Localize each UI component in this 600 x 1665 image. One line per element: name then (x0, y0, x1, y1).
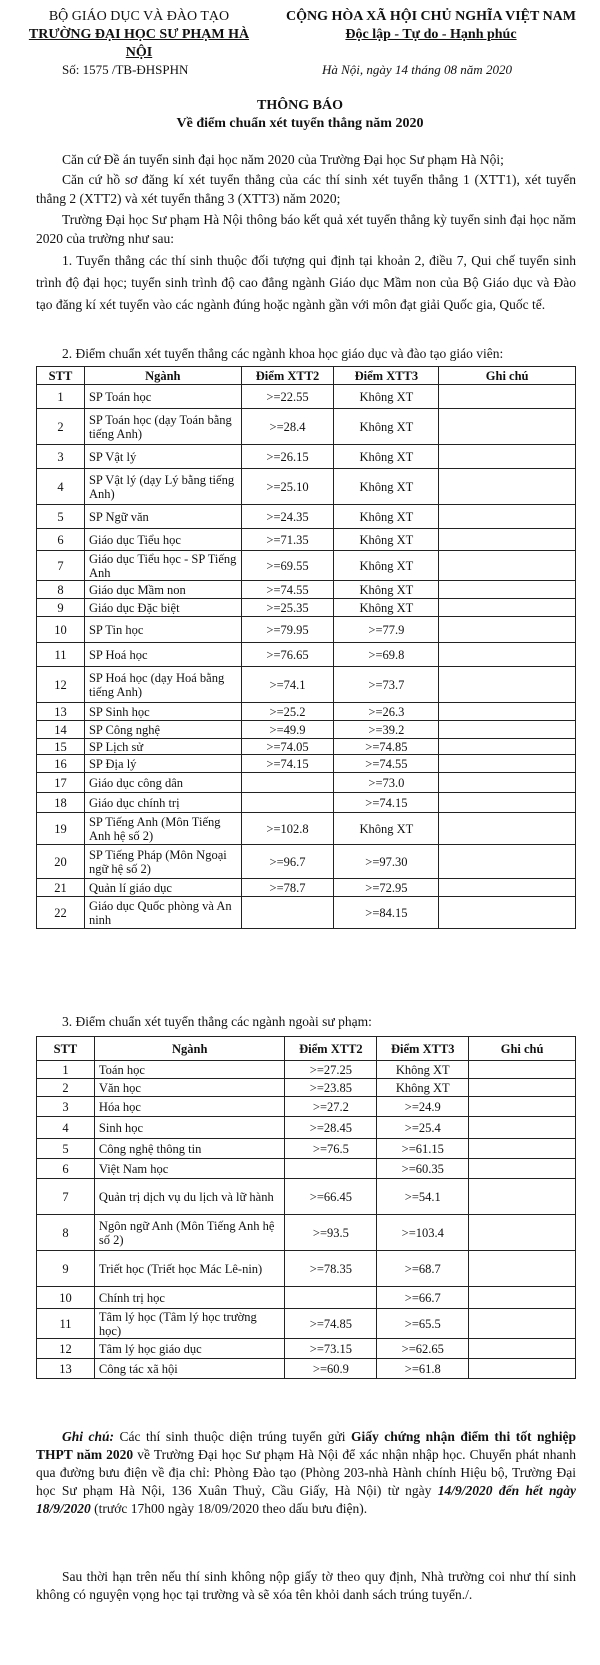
row-major-name: Quản trị dịch vụ du lịch và lữ hành (94, 1179, 285, 1215)
note-text: Các thí sinh thuộc diện trúng tuyển gửi (114, 1429, 351, 1444)
closing-paragraph: Sau thời hạn trên nếu thí sinh không nộp giấy tờ theo quy định, Nhà trường coi như thí sinh không có nguyện vọng học tại trường và sẽ xóa tên khỏi danh sách trúng tuyển./. (36, 1569, 576, 1602)
row-score-xtt2: >=26.15 (241, 445, 334, 469)
row-note (439, 551, 576, 581)
row-score-xtt2: >=74.15 (241, 755, 334, 773)
row-score-xtt3: >=97.30 (334, 845, 439, 879)
row-note (439, 845, 576, 879)
row-major-name: Giáo dục Tiểu học - SP Tiếng Anh (84, 551, 241, 581)
row-stt: 14 (37, 721, 85, 739)
table-row (37, 845, 576, 879)
row-score-xtt3: >=60.35 (377, 1159, 469, 1179)
note-emphasis: Giấy chứng nhận điểm thi tốt nghiệp THPT năm 2020 (36, 1429, 576, 1462)
row-note (439, 793, 576, 813)
row-score-xtt3: Không XT (334, 385, 439, 409)
row-note (439, 755, 576, 773)
document-subtitle: Về điểm chuẩn xét tuyển thẳng năm 2020 (176, 116, 424, 131)
row-score-xtt2: >=96.7 (241, 845, 334, 879)
row-major-name: SP Tiếng Pháp (Môn Ngoại ngữ hệ số 2) (84, 845, 241, 879)
row-major-name: Triết học (Triết học Mác Lê-nin) (94, 1251, 285, 1287)
row-major-name: Văn học (94, 1079, 285, 1097)
table-non-teacher-majors (36, 1036, 576, 1379)
row-note (439, 599, 576, 617)
motto: Độc lập - Tự do - Hạnh phúc (345, 27, 517, 42)
table-row (37, 703, 576, 721)
row-stt: 9 (37, 1251, 95, 1287)
col-header-stt: STT (37, 1037, 95, 1061)
row-major-name: Giáo dục Đặc biệt (84, 599, 241, 617)
row-major-name: Tâm lý học giáo dục (94, 1339, 285, 1359)
table-row (37, 1159, 576, 1179)
row-score-xtt2: >=69.55 (241, 551, 334, 581)
row-note (469, 1117, 576, 1139)
row-score-xtt2: >=27.25 (285, 1061, 377, 1079)
row-score-xtt2 (285, 1287, 377, 1309)
row-major-name: Quản lí giáo dục (84, 879, 241, 897)
row-score-xtt2: >=78.35 (285, 1251, 377, 1287)
table-row (37, 1179, 576, 1215)
col-header-nganh: Ngành (94, 1037, 285, 1061)
row-stt: 13 (37, 703, 85, 721)
row-major-name: SP Tin học (84, 617, 241, 643)
row-major-name: Tâm lý học (Tâm lý học trường học) (94, 1309, 285, 1339)
table-row (37, 1215, 576, 1251)
row-note (439, 505, 576, 529)
table-row (37, 667, 576, 703)
row-score-xtt2: >=25.10 (241, 469, 334, 505)
row-stt: 3 (37, 1097, 95, 1117)
row-score-xtt2: >=71.35 (241, 529, 334, 551)
row-stt: 22 (37, 897, 85, 929)
table-row (37, 773, 576, 793)
row-stt: 11 (37, 1309, 95, 1339)
issuer-block (14, 8, 264, 62)
row-major-name: Chính trị học (94, 1287, 285, 1309)
row-score-xtt2: >=24.35 (241, 505, 334, 529)
row-score-xtt3: >=62.65 (377, 1339, 469, 1359)
row-note (469, 1215, 576, 1251)
row-major-name: Giáo dục Tiểu học (84, 529, 241, 551)
row-stt: 6 (37, 1159, 95, 1179)
table-row (37, 793, 576, 813)
table-row (37, 755, 576, 773)
intro-paragraph: Căn cứ hồ sơ đăng kí xét tuyển thẳng của các thí sinh xét tuyển thẳng 1 (XTT1), xét tuyển thẳng 2 (XTT2) và xét tuyển thẳng 3 (XTT3) năm 2020; (36, 172, 576, 206)
row-score-xtt3: >=54.1 (377, 1179, 469, 1215)
table-teacher-majors (36, 366, 576, 929)
table-row (37, 617, 576, 643)
row-stt: 17 (37, 773, 85, 793)
table-row (37, 505, 576, 529)
col-header-ghichu: Ghi chú (469, 1037, 576, 1061)
section-3-heading: 3. Điểm chuẩn xét tuyển thẳng các ngành ngoài sư phạm: (62, 1014, 372, 1029)
row-note (469, 1097, 576, 1117)
row-score-xtt3: >=74.55 (334, 755, 439, 773)
row-score-xtt3: Không XT (334, 505, 439, 529)
row-note (439, 879, 576, 897)
row-score-xtt3: >=84.15 (334, 897, 439, 929)
row-note (469, 1179, 576, 1215)
row-score-xtt2: >=74.05 (241, 739, 334, 755)
col-header-ghichu: Ghi chú (439, 367, 576, 385)
row-major-name: SP Công nghệ (84, 721, 241, 739)
row-stt: 4 (37, 1117, 95, 1139)
intro-paragraph: Trường Đại học Sư phạm Hà Nội thông báo kết quả xét tuyển thẳng kỳ tuyển sinh đại học năm 2020 của trường như sau: (36, 212, 576, 246)
row-note (469, 1079, 576, 1097)
row-note (469, 1359, 576, 1379)
row-score-xtt2: >=25.2 (241, 703, 334, 721)
row-score-xtt2: >=60.9 (285, 1359, 377, 1379)
row-major-name: Giáo dục công dân (84, 773, 241, 793)
row-note (469, 1287, 576, 1309)
table-row (37, 1339, 576, 1359)
table-row (37, 529, 576, 551)
country-name: CỘNG HÒA XÃ HỘI CHỦ NGHĨA VIỆT NAM (285, 9, 576, 24)
row-score-xtt3: >=73.7 (334, 667, 439, 703)
row-note (439, 643, 576, 667)
table-row (37, 879, 576, 897)
row-score-xtt3: Không XT (334, 409, 439, 445)
table-row (37, 1309, 576, 1339)
row-score-xtt2: >=93.5 (285, 1215, 377, 1251)
row-score-xtt2: >=73.15 (285, 1339, 377, 1359)
table-header-row (37, 367, 576, 385)
row-major-name: SP Vật lý (84, 445, 241, 469)
row-note (439, 445, 576, 469)
row-stt: 3 (37, 445, 85, 469)
row-score-xtt3: Không XT (334, 445, 439, 469)
table-body (37, 385, 576, 929)
table-row (37, 1359, 576, 1379)
row-score-xtt3: >=66.7 (377, 1287, 469, 1309)
row-major-name: Việt Nam học (94, 1159, 285, 1179)
row-stt: 19 (37, 813, 85, 845)
table-row (37, 1287, 576, 1309)
row-stt: 16 (37, 755, 85, 773)
row-score-xtt3: >=61.8 (377, 1359, 469, 1379)
row-score-xtt2: >=28.4 (241, 409, 334, 445)
table-row (37, 1139, 576, 1159)
row-score-xtt2: >=76.5 (285, 1139, 377, 1159)
row-score-xtt3: Không XT (334, 581, 439, 599)
row-note (439, 581, 576, 599)
row-score-xtt2: >=74.1 (241, 667, 334, 703)
row-score-xtt2: >=22.55 (241, 385, 334, 409)
row-score-xtt3: >=39.2 (334, 721, 439, 739)
row-stt: 8 (37, 1215, 95, 1251)
row-score-xtt3: >=26.3 (334, 703, 439, 721)
row-major-name: Ngôn ngữ Anh (Môn Tiếng Anh hệ số 2) (94, 1215, 285, 1251)
table-row (37, 643, 576, 667)
row-major-name: Sinh học (94, 1117, 285, 1139)
row-major-name: Toán học (94, 1061, 285, 1079)
row-note (439, 469, 576, 505)
note-text: về Trường Đại học Sư phạm Hà Nội để xác nhận nhập học. Chuyển phát nhanh qua đường bưu điện về địa chỉ: Phòng Đào tạo (Phòng 203-nhà Hành chính Hiệu bộ, Trường Đại học Sư phạm Hà Nội, 136 Xuân Thuỷ, Cầu Giấy, Hà Nội) từ ngày (36, 1447, 576, 1498)
table-row (37, 1097, 576, 1117)
row-stt: 5 (37, 1139, 95, 1159)
row-note (469, 1251, 576, 1287)
table-row (37, 445, 576, 469)
row-score-xtt3: Không XT (334, 599, 439, 617)
intro-paragraph: Căn cứ Đề án tuyển sinh đại học năm 2020 của Trường Đại học Sư phạm Hà Nội; (62, 152, 504, 167)
row-score-xtt2 (285, 1159, 377, 1179)
university-name: TRƯỜNG ĐẠI HỌC SƯ PHẠM HÀ NỘI (28, 27, 250, 60)
row-score-xtt2: >=102.8 (241, 813, 334, 845)
row-score-xtt2: >=74.85 (285, 1309, 377, 1339)
table-row (37, 551, 576, 581)
row-score-xtt2: >=27.2 (285, 1097, 377, 1117)
row-major-name: Giáo dục Quốc phòng và An ninh (84, 897, 241, 929)
row-stt: 6 (37, 529, 85, 551)
row-note (439, 721, 576, 739)
row-score-xtt2: >=49.9 (241, 721, 334, 739)
note-deadline: 14/9/2020 đến hết ngày 18/9/2020 (36, 1483, 577, 1516)
row-score-xtt3: >=61.15 (377, 1139, 469, 1159)
row-stt: 2 (37, 409, 85, 445)
table-row (37, 739, 576, 755)
row-major-name: SP Ngữ văn (84, 505, 241, 529)
row-score-xtt3: >=25.4 (377, 1117, 469, 1139)
row-score-xtt3: >=69.8 (334, 643, 439, 667)
row-score-xtt3: >=74.15 (334, 793, 439, 813)
col-header-xtt3: Điểm XTT3 (377, 1037, 469, 1061)
row-score-xtt3: Không XT (334, 551, 439, 581)
row-score-xtt2 (241, 793, 334, 813)
document-title: THÔNG BÁO (257, 98, 343, 113)
row-major-name: Giáo dục Mầm non (84, 581, 241, 599)
row-note (469, 1159, 576, 1179)
table-row (37, 721, 576, 739)
row-stt: 1 (37, 1061, 95, 1079)
row-major-name: Công tác xã hội (94, 1359, 285, 1379)
col-header-xtt2: Điểm XTT2 (285, 1037, 377, 1061)
row-score-xtt2: >=79.95 (241, 617, 334, 643)
intro-paragraph: 1. Tuyển thẳng các thí sinh thuộc đối tượng qui định tại khoản 2, điều 7, Qui chế tuyển sinh trình độ đại học; tuyển sinh trình độ cao đẳng ngành Giáo dục Mầm non của Bộ Giáo dục và Đào tạo đăng kí xét tuyển vào các ngành đúng hoặc ngành gần với môn đạt giải Quốc gia, Quốc tế. (36, 253, 576, 312)
row-major-name: SP Địa lý (84, 755, 241, 773)
row-major-name: SP Toán học (84, 385, 241, 409)
table-body (37, 1061, 576, 1379)
row-score-xtt3: >=72.95 (334, 879, 439, 897)
row-note (439, 773, 576, 793)
row-stt: 20 (37, 845, 85, 879)
national-heading (268, 8, 594, 44)
document-date: Hà Nội, ngày 14 tháng 08 năm 2020 (322, 62, 512, 77)
row-score-xtt2: >=25.35 (241, 599, 334, 617)
row-score-xtt2 (241, 897, 334, 929)
document-number: Số: 1575 /TB-ĐHSPHN (62, 62, 189, 77)
row-note (439, 385, 576, 409)
table-row (37, 599, 576, 617)
row-score-xtt3: Không XT (377, 1079, 469, 1097)
ministry-name: BỘ GIÁO DỤC VÀ ĐÀO TẠO (48, 9, 230, 24)
note-text: (trước 17h00 ngày 18/09/2020 theo dấu bưu điện). (90, 1501, 368, 1516)
row-score-xtt3: >=74.85 (334, 739, 439, 755)
row-stt: 13 (37, 1359, 95, 1379)
row-stt: 15 (37, 739, 85, 755)
table-row (37, 897, 576, 929)
row-major-name: SP Toán học (dạy Toán bằng tiếng Anh) (84, 409, 241, 445)
row-score-xtt3: >=73.0 (334, 773, 439, 793)
row-stt: 10 (37, 617, 85, 643)
row-stt: 9 (37, 599, 85, 617)
row-score-xtt2: >=78.7 (241, 879, 334, 897)
table-row (37, 813, 576, 845)
note-label: Ghi chú: (62, 1429, 115, 1444)
row-major-name: SP Sinh học (84, 703, 241, 721)
row-score-xtt3: >=77.9 (334, 617, 439, 643)
row-stt: 8 (37, 581, 85, 599)
row-stt: 11 (37, 643, 85, 667)
row-stt: 7 (37, 1179, 95, 1215)
col-header-stt: STT (37, 367, 85, 385)
table-row (37, 409, 576, 445)
row-score-xtt3: Không XT (334, 813, 439, 845)
row-note (439, 703, 576, 721)
col-header-xtt3: Điểm XTT3 (334, 367, 439, 385)
row-stt: 5 (37, 505, 85, 529)
col-header-nganh: Ngành (84, 367, 241, 385)
row-note (439, 897, 576, 929)
note-paragraph (36, 1428, 576, 1518)
row-score-xtt2: >=74.55 (241, 581, 334, 599)
row-note (439, 409, 576, 445)
row-major-name: SP Vật lý (dạy Lý bằng tiếng Anh) (84, 469, 241, 505)
table-row (37, 1061, 576, 1079)
row-score-xtt2: >=66.45 (285, 1179, 377, 1215)
row-note (439, 617, 576, 643)
row-major-name: SP Hoá học (dạy Hoá bằng tiếng Anh) (84, 667, 241, 703)
row-score-xtt3: >=24.9 (377, 1097, 469, 1117)
row-stt: 21 (37, 879, 85, 897)
row-stt: 4 (37, 469, 85, 505)
row-score-xtt2: >=28.45 (285, 1117, 377, 1139)
row-score-xtt2: >=23.85 (285, 1079, 377, 1097)
row-note (469, 1061, 576, 1079)
table-row (37, 1117, 576, 1139)
row-major-name: SP Hoá học (84, 643, 241, 667)
row-stt: 18 (37, 793, 85, 813)
row-note (439, 813, 576, 845)
row-note (469, 1309, 576, 1339)
table-row (37, 1079, 576, 1097)
row-score-xtt2 (241, 773, 334, 793)
row-major-name: SP Tiếng Anh (Môn Tiếng Anh hệ số 2) (84, 813, 241, 845)
row-note (439, 667, 576, 703)
row-note (439, 529, 576, 551)
row-stt: 12 (37, 1339, 95, 1359)
row-major-name: Công nghệ thông tin (94, 1139, 285, 1159)
row-score-xtt3: Không XT (334, 529, 439, 551)
row-score-xtt2: >=76.65 (241, 643, 334, 667)
table-row (37, 385, 576, 409)
row-stt: 12 (37, 667, 85, 703)
row-score-xtt3: >=68.7 (377, 1251, 469, 1287)
section-2-heading: 2. Điểm chuẩn xét tuyển thẳng các ngành khoa học giáo dục và đào tạo giáo viên: (62, 346, 504, 361)
row-score-xtt3: >=65.5 (377, 1309, 469, 1339)
table-row (37, 469, 576, 505)
row-major-name: SP Lịch sử (84, 739, 241, 755)
row-note (439, 739, 576, 755)
row-score-xtt3: >=103.4 (377, 1215, 469, 1251)
row-note (469, 1339, 576, 1359)
row-note (469, 1139, 576, 1159)
row-stt: 7 (37, 551, 85, 581)
row-stt: 1 (37, 385, 85, 409)
row-stt: 2 (37, 1079, 95, 1097)
table-row (37, 581, 576, 599)
row-score-xtt3: Không XT (334, 469, 439, 505)
col-header-xtt2: Điểm XTT2 (241, 367, 334, 385)
row-major-name: Hóa học (94, 1097, 285, 1117)
table-row (37, 1251, 576, 1287)
row-stt: 10 (37, 1287, 95, 1309)
row-score-xtt3: Không XT (377, 1061, 469, 1079)
table-header-row (37, 1037, 576, 1061)
row-major-name: Giáo dục chính trị (84, 793, 241, 813)
